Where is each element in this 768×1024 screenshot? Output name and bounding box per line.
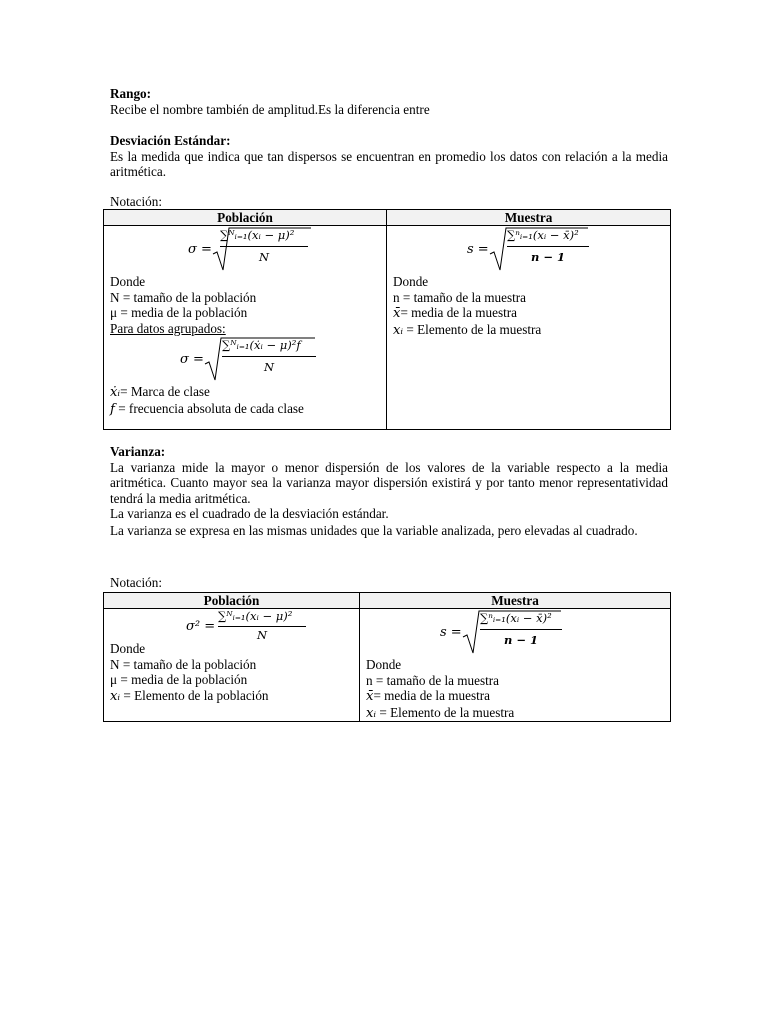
xi-definition — [393, 322, 664, 339]
xbar-definition — [393, 305, 664, 322]
xi-symbol: xᵢ — [366, 705, 377, 721]
s-formula — [393, 226, 664, 274]
n-definition: N = tamaño de la población — [110, 656, 257, 672]
desviacion-section — [110, 133, 668, 180]
muestra-cell — [360, 609, 671, 722]
notation-label-1: Notación: — [110, 194, 163, 209]
varianza-text-2: La varianza es el cuadrado de la desviación estándar. — [110, 506, 389, 521]
xi-dot-symbol: ẋᵢ — [110, 385, 121, 400]
varianza-heading: Varianza: — [110, 444, 166, 459]
donde-label: Donde — [110, 641, 146, 656]
fraction-bar — [220, 246, 308, 247]
variance-formula — [110, 609, 353, 641]
varianza-section — [110, 444, 668, 540]
donde-label: Donde — [110, 274, 146, 289]
formula-denominator: n − 1 — [503, 633, 538, 647]
varianza-text-3: La varianza se expresa en las mismas unidades que la variable analizada, pero elevadas al cuadrado. — [110, 522, 638, 538]
rango-text: Recibe el nombre también de amplitud.Es la diferencia entre — [110, 101, 430, 117]
mu-definition: μ = media de la población — [110, 305, 248, 320]
desviacion-notation-table — [103, 209, 671, 430]
n-definition: n = tamaño de la muestra — [366, 672, 500, 688]
formula-numerator: ∑ⁿᵢ₌₁(xᵢ − x̄)² — [507, 228, 579, 242]
formula-lhs: s = — [467, 242, 489, 257]
xbar-text: = media de la muestra — [373, 688, 490, 703]
xi-text: = Elemento de la muestra — [376, 704, 515, 720]
xi-text: = Elemento de la muestra — [403, 321, 542, 337]
formula-denominator: N — [263, 360, 275, 374]
notation-label-2: Notación: — [110, 575, 163, 590]
frequency-definition — [110, 401, 380, 418]
xi-text: = Elemento de la población — [120, 687, 269, 703]
formula-denominator: n − 1 — [530, 250, 565, 264]
xi-definition — [366, 705, 664, 722]
col-header-muestra: Muestra — [387, 210, 671, 226]
n-definition: n = tamaño de la muestra — [393, 289, 527, 305]
fraction-bar — [222, 356, 316, 357]
f-symbol: f — [110, 401, 115, 417]
formula-numerator: ∑ⁿᵢ₌₁(xᵢ − x̄)² — [480, 611, 552, 625]
fraction-bar — [218, 626, 306, 627]
fraction-bar — [507, 246, 589, 247]
formula-denominator: N — [258, 250, 270, 264]
xi-symbol: xᵢ — [393, 322, 404, 338]
poblacion-cell — [104, 609, 360, 722]
xi-symbol: xᵢ — [110, 688, 121, 704]
sigma-grouped-formula — [110, 336, 380, 384]
n-definition: N = tamaño de la población — [110, 289, 257, 305]
varianza-notation-table — [103, 592, 671, 722]
xbar-symbol: x̄ — [366, 689, 374, 704]
sigma-formula — [110, 226, 380, 274]
formula-numerator: ∑ᴺᵢ₌₁(xᵢ − μ)² — [218, 609, 293, 623]
class-mark-definition — [110, 384, 380, 401]
mu-definition: μ = media de la población — [110, 672, 248, 687]
xi-definition — [110, 688, 353, 705]
frequency-text: = frecuencia absoluta de cada clase — [114, 400, 304, 416]
col-header-poblacion: Población — [104, 593, 360, 609]
desviacion-heading: Desviación Estándar: — [110, 133, 231, 148]
grouped-data-label: Para datos agrupados: — [110, 320, 226, 336]
formula-lhs: s = — [440, 625, 462, 640]
s-formula — [366, 609, 664, 657]
xbar-symbol: x̄ — [393, 306, 401, 321]
muestra-cell — [387, 226, 671, 430]
poblacion-cell — [104, 226, 387, 430]
formula-numerator: ∑ᴺᵢ₌₁(xᵢ − μ)² — [220, 228, 295, 242]
xbar-definition — [366, 688, 664, 705]
formula-lhs: σ² = — [186, 619, 216, 634]
col-header-muestra: Muestra — [360, 593, 671, 609]
fraction-bar — [480, 629, 562, 630]
formula-lhs: σ = — [188, 242, 212, 257]
xbar-text: = media de la muestra — [400, 305, 517, 320]
varianza-text-1: La varianza mide la mayor o menor dispersión de los valores de la variable respecto a la media aritmética. Cuanto mayor sea la varianza mayor dispersión existirá y por tanto menor representatividad tendrá la media aritmética. — [110, 459, 668, 506]
formula-numerator: ∑ᴺᵢ₌₁(ẋᵢ − μ)²f — [222, 338, 301, 352]
formula-lhs: σ = — [180, 352, 204, 367]
donde-label: Donde — [393, 274, 429, 289]
donde-label: Donde — [366, 657, 402, 672]
rango-heading: Rango: — [110, 86, 152, 101]
rango-section — [110, 86, 668, 117]
class-mark-text: = Marca de clase — [120, 384, 210, 399]
desviacion-text: Es la medida que indica que tan dispersos se encuentran en promedio los datos con relación a la media aritmética. — [110, 148, 668, 179]
col-header-poblacion: Población — [104, 210, 387, 226]
formula-denominator: N — [256, 628, 268, 642]
